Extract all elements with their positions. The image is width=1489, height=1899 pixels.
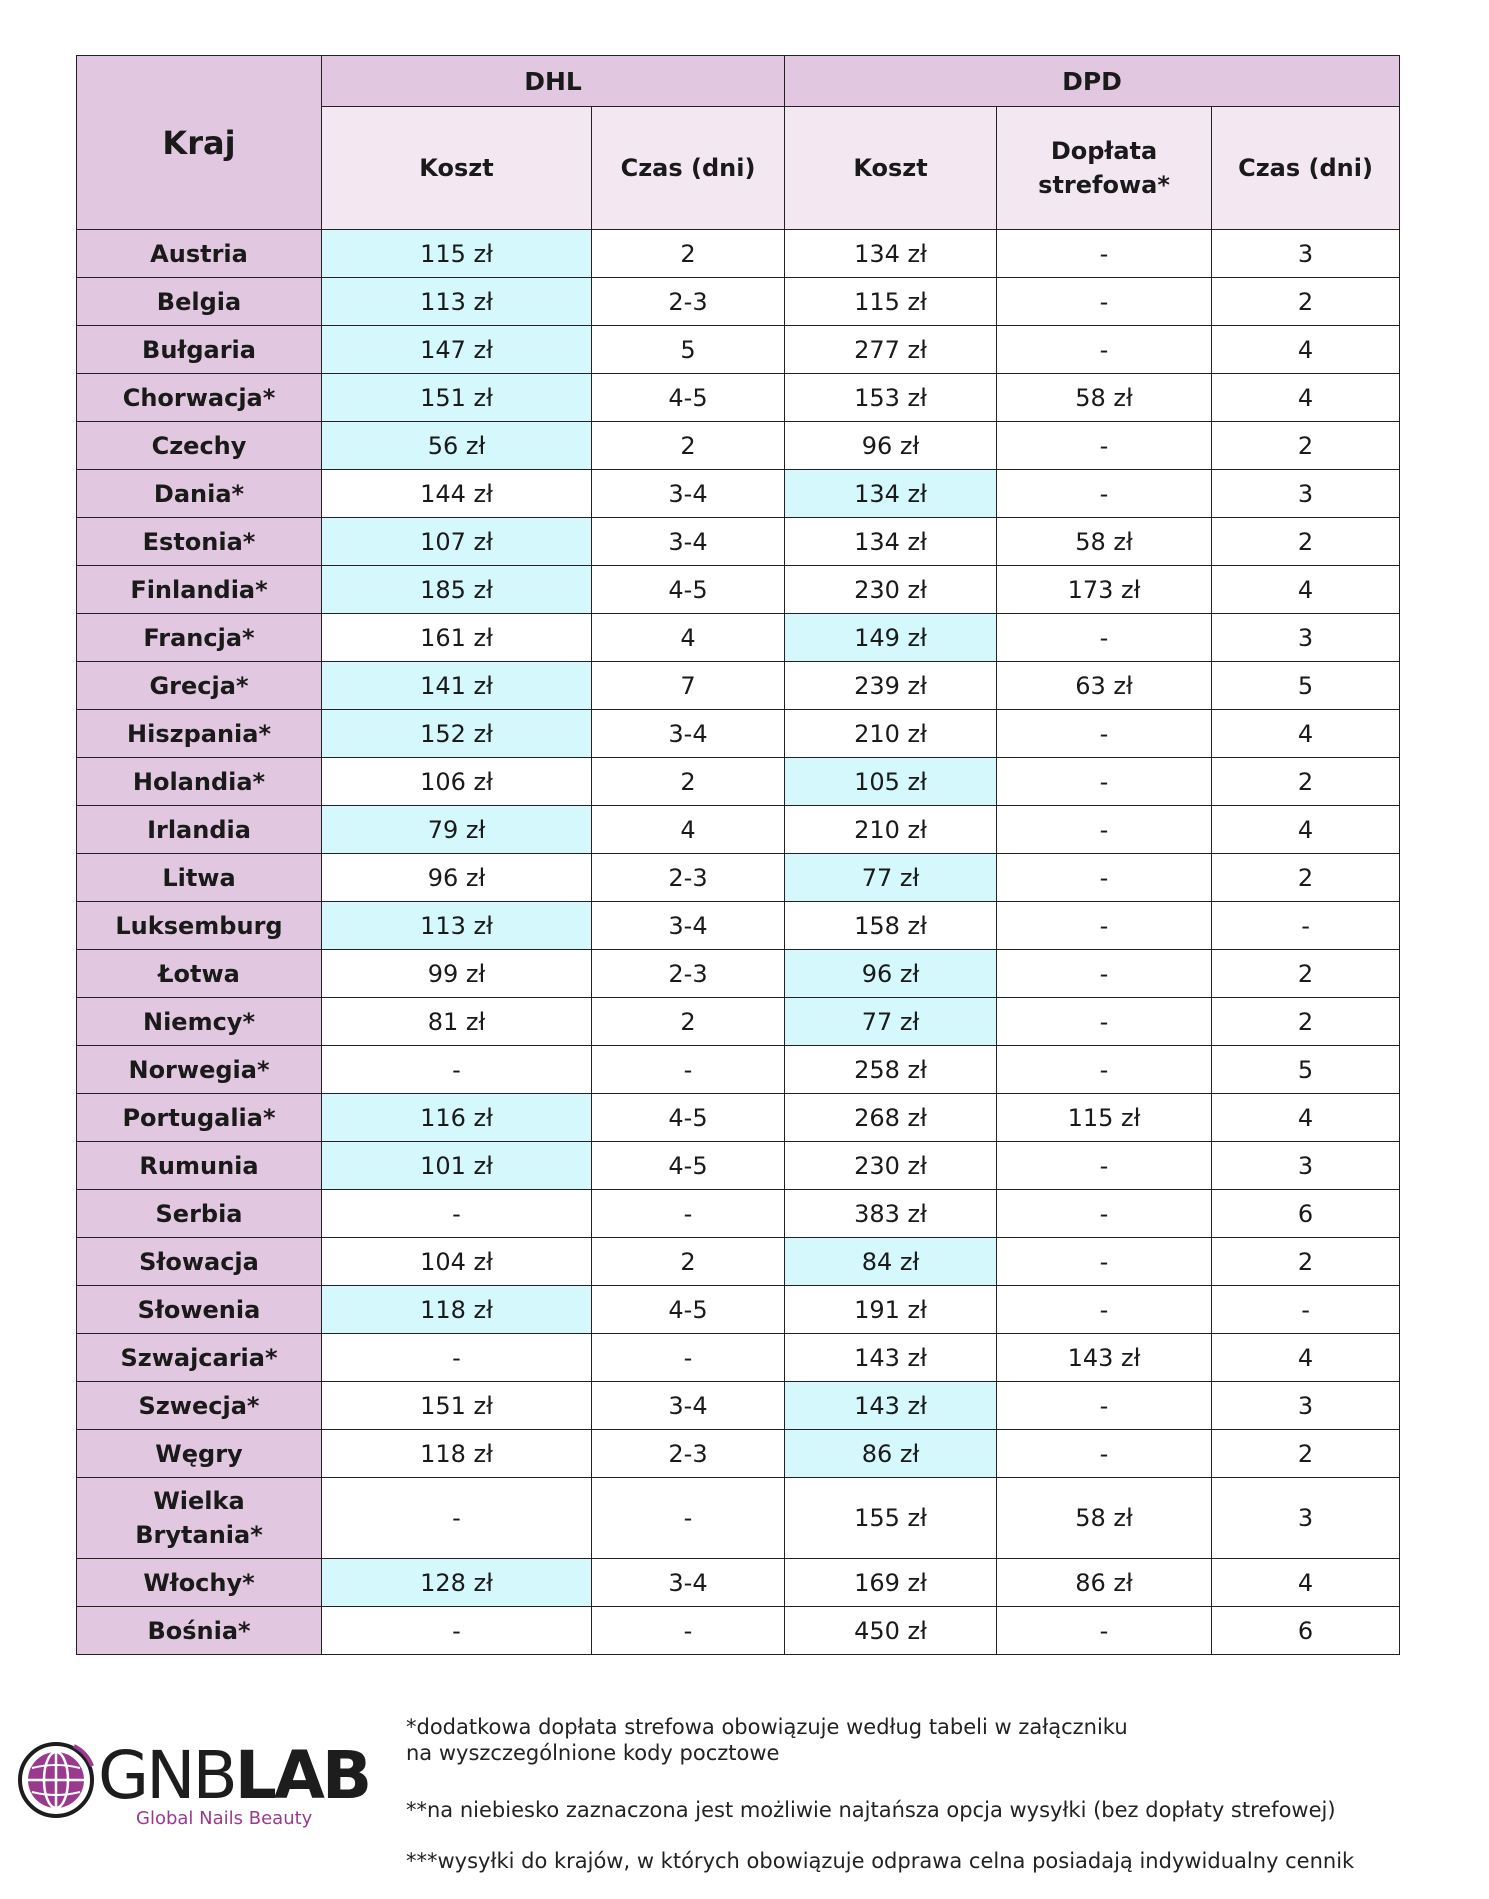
dpd-time-cell: 3 [1212,1382,1400,1430]
table-row [77,758,1400,806]
dhl-cost-cell: 56 zł [322,422,592,470]
dhl-cost-cell: 101 zł [322,1142,592,1190]
dhl-time-cell: 3-4 [592,470,785,518]
dhl-cost-cell: 107 zł [322,518,592,566]
dpd-cost-cell: 134 zł [785,230,997,278]
dpd-cost-cell: 143 zł [785,1382,997,1430]
dpd-time-header: Czas (dni) [1212,107,1400,230]
table-row [77,374,1400,422]
table-row [77,806,1400,854]
dpd-cost-cell: 230 zł [785,1142,997,1190]
country-cell: Węgry [77,1430,322,1478]
country-cell: Estonia* [77,518,322,566]
dpd-cost-cell: 143 zł [785,1334,997,1382]
footnote-customs: ***wysyłki do krajów, w których obowiązuje odprawa celna posiadają indywidualny cennik [406,1849,1355,1873]
dhl-cost-cell: - [322,1334,592,1382]
dhl-time-cell: 3-4 [592,1382,785,1430]
dhl-time-cell: - [592,1478,785,1559]
dpd-time-cell: - [1212,902,1400,950]
dpd-surcharge-cell: - [997,758,1212,806]
dpd-time-cell: 4 [1212,326,1400,374]
dpd-surcharge-cell: - [997,710,1212,758]
dpd-surcharge-cell: - [997,278,1212,326]
dhl-cost-cell: 99 zł [322,950,592,998]
table-row [77,1190,1400,1238]
table-row [77,1094,1400,1142]
dhl-cost-cell: 118 zł [322,1286,592,1334]
dpd-time-cell: 3 [1212,230,1400,278]
dpd-time-cell: 5 [1212,662,1400,710]
dhl-cost-cell: 151 zł [322,1382,592,1430]
dhl-time-cell: 4-5 [592,1094,785,1142]
dpd-surcharge-cell: - [997,470,1212,518]
dhl-time-cell: 4-5 [592,374,785,422]
table-row [77,1286,1400,1334]
dpd-time-cell: 2 [1212,758,1400,806]
dpd-surcharge-cell: - [997,1142,1212,1190]
dpd-cost-cell: 383 zł [785,1190,997,1238]
dhl-cost-cell: 113 zł [322,278,592,326]
country-cell: Wielka Brytania* [77,1478,322,1559]
logo-tagline: Global Nails Beauty [136,1808,313,1829]
dhl-cost-cell: 116 zł [322,1094,592,1142]
dhl-cost-cell: 96 zł [322,854,592,902]
dpd-cost-cell: 77 zł [785,998,997,1046]
dpd-time-cell: 2 [1212,854,1400,902]
dpd-time-cell: 2 [1212,518,1400,566]
dhl-cost-cell: 151 zł [322,374,592,422]
country-cell: Irlandia [77,806,322,854]
dpd-cost-cell: 169 zł [785,1559,997,1607]
dpd-time-cell: - [1212,1286,1400,1334]
dhl-time-cell: 3-4 [592,710,785,758]
country-cell: Bułgaria [77,326,322,374]
dhl-time-cell: 4 [592,614,785,662]
dhl-cost-cell: 104 zł [322,1238,592,1286]
country-cell: Łotwa [77,950,322,998]
dpd-time-cell: 4 [1212,566,1400,614]
dpd-surcharge-cell: - [997,950,1212,998]
dhl-time-cell: 4-5 [592,1142,785,1190]
dpd-cost-cell: 158 zł [785,902,997,950]
dpd-time-cell: 2 [1212,1238,1400,1286]
shipping-price-table [76,55,1400,1655]
dhl-time-cell: 2 [592,422,785,470]
dpd-surcharge-cell: - [997,1238,1212,1286]
dhl-cost-cell: 147 zł [322,326,592,374]
dpd-cost-cell: 230 zł [785,566,997,614]
table-row [77,710,1400,758]
dhl-cost-cell: 144 zł [322,470,592,518]
dpd-surcharge-cell: - [997,1046,1212,1094]
country-cell: Niemcy* [77,998,322,1046]
dhl-time-cell: - [592,1046,785,1094]
footnote-surcharge [406,1714,1481,1766]
table-row [77,470,1400,518]
dpd-cost-cell: 155 zł [785,1478,997,1559]
dhl-cost-cell: - [322,1046,592,1094]
dpd-time-cell: 4 [1212,1094,1400,1142]
dhl-cost-cell: - [322,1607,592,1655]
dpd-group-header: DPD [785,56,1400,107]
dpd-time-cell: 2 [1212,422,1400,470]
dhl-time-cell: 3-4 [592,518,785,566]
table-row [77,1142,1400,1190]
table-row [77,950,1400,998]
dhl-time-cell: 2-3 [592,278,785,326]
dpd-surcharge-cell: 115 zł [997,1094,1212,1142]
dhl-time-cell: 5 [592,326,785,374]
country-cell: Grecja* [77,662,322,710]
dpd-time-cell: 5 [1212,1046,1400,1094]
dhl-cost-cell: 106 zł [322,758,592,806]
country-cell: Luksemburg [77,902,322,950]
dpd-surcharge-cell: - [997,806,1212,854]
dhl-time-cell: 4-5 [592,566,785,614]
country-cell: Portugalia* [77,1094,322,1142]
footnote-highlight: **na niebiesko zaznaczona jest możliwie najtańsza opcja wysyłki (bez dopłaty strefowej) [406,1798,1336,1822]
dpd-time-cell: 4 [1212,710,1400,758]
dpd-surcharge-cell: 58 zł [997,374,1212,422]
dpd-surcharge-cell: 63 zł [997,662,1212,710]
surcharge-header-label: Dopłata strefowa* [1038,137,1170,199]
table-row [77,854,1400,902]
dpd-cost-cell: 258 zł [785,1046,997,1094]
table-row [77,422,1400,470]
dpd-cost-cell: 105 zł [785,758,997,806]
table-row [77,1334,1400,1382]
dpd-surcharge-cell: 143 zł [997,1334,1212,1382]
dhl-time-cell: 2 [592,758,785,806]
dhl-time-header: Czas (dni) [592,107,785,230]
dpd-surcharge-cell: - [997,1430,1212,1478]
dhl-cost-cell: 128 zł [322,1559,592,1607]
table-row [77,614,1400,662]
dhl-cost-cell: 141 zł [322,662,592,710]
dhl-time-cell: 2-3 [592,1430,785,1478]
country-cell: Francja* [77,614,322,662]
dpd-surcharge-cell: - [997,1190,1212,1238]
dpd-cost-cell: 115 zł [785,278,997,326]
dpd-time-cell: 4 [1212,806,1400,854]
dpd-surcharge-cell: - [997,1382,1212,1430]
dpd-surcharge-cell: 86 zł [997,1559,1212,1607]
dpd-surcharge-header [997,107,1212,230]
dpd-surcharge-cell: 58 zł [997,1478,1212,1559]
dpd-surcharge-cell: - [997,422,1212,470]
table-row [77,326,1400,374]
table-row [77,1559,1400,1607]
dhl-time-cell: 2-3 [592,950,785,998]
dhl-cost-header: Koszt [322,107,592,230]
country-cell: Słowenia [77,1286,322,1334]
country-cell: Szwecja* [77,1382,322,1430]
dhl-cost-cell: 115 zł [322,230,592,278]
country-cell: Bośnia* [77,1607,322,1655]
table-row [77,278,1400,326]
dpd-time-cell: 3 [1212,470,1400,518]
dhl-time-cell: 4-5 [592,1286,785,1334]
footnotes [406,1714,1481,1873]
country-cell: Szwajcaria* [77,1334,322,1382]
table-row [77,566,1400,614]
logo-name-light: GNB [98,1737,235,1814]
dpd-cost-cell: 96 zł [785,422,997,470]
dpd-cost-cell: 149 zł [785,614,997,662]
dpd-surcharge-cell: - [997,854,1212,902]
country-cell: Włochy* [77,1559,322,1607]
dhl-cost-cell: 152 zł [322,710,592,758]
dhl-time-cell: 2 [592,998,785,1046]
logo-name-bold: LAB [234,1737,370,1814]
dpd-time-cell: 2 [1212,1430,1400,1478]
table-row [77,662,1400,710]
dpd-time-cell: 6 [1212,1190,1400,1238]
dpd-surcharge-cell: - [997,614,1212,662]
dpd-cost-cell: 153 zł [785,374,997,422]
country-cell: Słowacja [77,1238,322,1286]
logo-wordmark [98,1736,369,1816]
dpd-time-cell: 4 [1212,1334,1400,1382]
table-body [77,230,1400,1655]
dpd-time-cell: 3 [1212,1142,1400,1190]
dpd-cost-cell: 191 zł [785,1286,997,1334]
country-cell: Holandia* [77,758,322,806]
dpd-cost-cell: 84 zł [785,1238,997,1286]
dpd-cost-cell: 77 zł [785,854,997,902]
country-cell: Rumunia [77,1142,322,1190]
dpd-cost-cell: 134 zł [785,518,997,566]
gnblab-logo [14,1736,370,1841]
dhl-time-cell: 2 [592,1238,785,1286]
dpd-time-cell: 3 [1212,614,1400,662]
dpd-cost-cell: 239 zł [785,662,997,710]
dpd-surcharge-cell: - [997,230,1212,278]
dpd-time-cell: 2 [1212,278,1400,326]
dhl-time-cell: 3-4 [592,1559,785,1607]
dpd-cost-cell: 268 zł [785,1094,997,1142]
dhl-group-header: DHL [322,56,785,107]
table-row [77,1430,1400,1478]
dpd-surcharge-cell: - [997,1286,1212,1334]
dpd-cost-cell: 96 zł [785,950,997,998]
dhl-cost-cell: 161 zł [322,614,592,662]
country-cell: Litwa [77,854,322,902]
dhl-cost-cell: 79 zł [322,806,592,854]
dpd-cost-cell: 86 zł [785,1430,997,1478]
dpd-cost-cell: 210 zł [785,710,997,758]
dpd-cost-cell: 277 zł [785,326,997,374]
table-row [77,230,1400,278]
table-row [77,518,1400,566]
dpd-surcharge-cell: - [997,998,1212,1046]
dhl-cost-cell: - [322,1478,592,1559]
dpd-cost-cell: 134 zł [785,470,997,518]
footnote-surcharge-line2: na wyszczególnione kody pocztowe [406,1741,780,1765]
dpd-surcharge-cell: 173 zł [997,566,1212,614]
dhl-time-cell: 2-3 [592,854,785,902]
dhl-time-cell: 7 [592,662,785,710]
table-row [77,1046,1400,1094]
dhl-cost-cell: 113 zł [322,902,592,950]
table-row [77,1607,1400,1655]
country-cell: Czechy [77,422,322,470]
dhl-time-cell: - [592,1190,785,1238]
dhl-cost-cell: - [322,1190,592,1238]
dpd-surcharge-cell: 58 zł [997,518,1212,566]
dpd-time-cell: 4 [1212,374,1400,422]
globe-icon [14,1736,98,1820]
country-cell: Finlandia* [77,566,322,614]
dpd-surcharge-cell: - [997,902,1212,950]
dpd-time-cell: 2 [1212,950,1400,998]
country-cell: Austria [77,230,322,278]
dpd-surcharge-cell: - [997,326,1212,374]
dpd-time-cell: 2 [1212,998,1400,1046]
footnote-surcharge-line1: *dodatkowa dopłata strefowa obowiązuje według tabeli w załączniku [406,1715,1128,1739]
table-row [77,902,1400,950]
table-row [77,1382,1400,1430]
dhl-time-cell: - [592,1334,785,1382]
table-row [77,1478,1400,1559]
dpd-time-cell: 4 [1212,1559,1400,1607]
dpd-cost-cell: 450 zł [785,1607,997,1655]
dhl-time-cell: 2 [592,230,785,278]
dhl-cost-cell: 185 zł [322,566,592,614]
country-cell: Chorwacja* [77,374,322,422]
country-cell: Belgia [77,278,322,326]
dpd-time-cell: 6 [1212,1607,1400,1655]
country-column-header: Kraj [77,56,322,230]
table-row [77,998,1400,1046]
country-cell: Dania* [77,470,322,518]
country-cell: Serbia [77,1190,322,1238]
dhl-time-cell: 4 [592,806,785,854]
table-row [77,1238,1400,1286]
country-cell: Norwegia* [77,1046,322,1094]
country-cell: Hiszpania* [77,710,322,758]
dhl-time-cell: - [592,1607,785,1655]
dhl-time-cell: 3-4 [592,902,785,950]
dpd-cost-header: Koszt [785,107,997,230]
dhl-cost-cell: 81 zł [322,998,592,1046]
dhl-cost-cell: 118 zł [322,1430,592,1478]
dpd-time-cell: 3 [1212,1478,1400,1559]
dpd-surcharge-cell: - [997,1607,1212,1655]
dpd-cost-cell: 210 zł [785,806,997,854]
